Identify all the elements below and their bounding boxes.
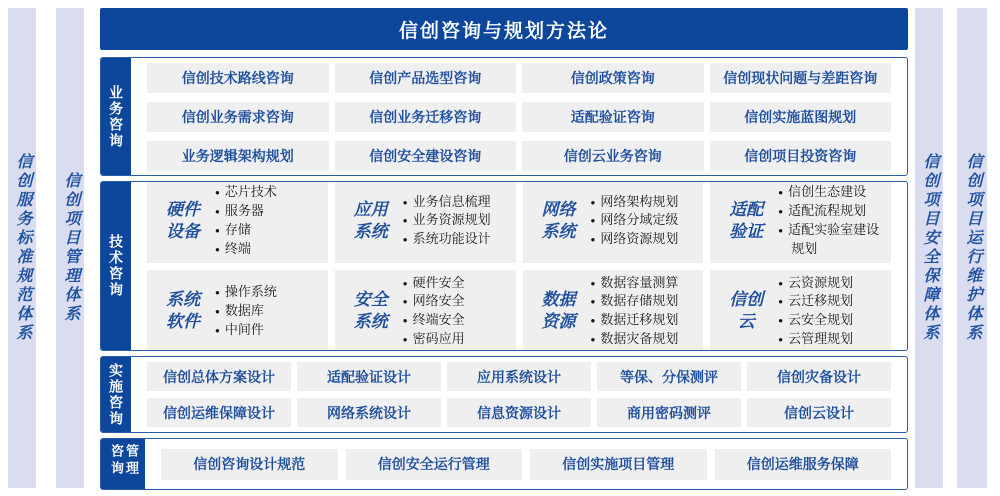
consulting-item: 信创云设计 (747, 398, 891, 427)
consulting-item: 应用系统设计 (447, 362, 591, 391)
consulting-item: 信创现状问题与差距咨询 (710, 63, 892, 93)
bullet-item: ● 数据容量测算 (591, 274, 679, 293)
technical-block (335, 270, 516, 352)
technical-block (710, 181, 891, 263)
bullet-item: ● 终端安全 (403, 311, 465, 330)
consulting-item: 适配验证设计 (297, 362, 441, 391)
consulting-item: 业务逻辑架构规划 (147, 141, 329, 171)
left-bar-service-standards-label: 信创服务标准规范体系 (14, 153, 31, 343)
bullet-item: ● 信创生态建设 (778, 183, 885, 202)
bullet-item: ● 云迁移规划 (778, 292, 853, 311)
section-business-label: 业务咨询 (108, 84, 125, 149)
bullet-item: ● 网络安全 (403, 292, 465, 311)
section-consulting-management (100, 438, 908, 490)
bullet-item: ● 适配流程规划 (778, 202, 885, 221)
bullet-item: ● 网络资源规划 (591, 230, 679, 249)
consulting-item: 信创实施蓝图规划 (710, 102, 892, 132)
technical-block-title: 信创云 (729, 290, 764, 332)
consulting-item: 信创产品选型咨询 (335, 63, 517, 93)
consulting-item: 适配验证咨询 (522, 102, 704, 132)
block-bullet-list (403, 193, 491, 250)
consulting-item: 信创业务需求咨询 (147, 102, 329, 132)
consulting-item: 信创技术路线咨询 (147, 63, 329, 93)
bullet-item: ● 业务资源规划 (403, 211, 491, 230)
block-bullet-list (778, 274, 853, 349)
bullet-item: ● 网络分域定级 (591, 211, 679, 230)
bullet-item: ● 芯片技术 (215, 183, 277, 202)
bullet-item: ● 系统功能设计 (403, 230, 491, 249)
block-bullet-list (778, 183, 885, 258)
consulting-item: 商用密码测评 (597, 398, 741, 427)
bullet-item: ● 操作系统 (215, 283, 277, 302)
consulting-item: 网络系统设计 (297, 398, 441, 427)
consulting-item: 信创项目投资咨询 (710, 141, 892, 171)
bullet-item: ● 云资源规划 (778, 274, 853, 293)
technical-block (523, 181, 704, 263)
consulting-item: 信创咨询设计规范 (161, 449, 338, 480)
consulting-item: 信创云业务咨询 (522, 141, 704, 171)
block-bullet-list (591, 274, 679, 349)
section-implementation-label: 实施咨询 (108, 362, 125, 427)
technical-blocks-grid (131, 182, 907, 350)
section-business-consulting (100, 57, 908, 176)
section-management-label: 咨询管理 (109, 444, 139, 478)
consulting-item: 信创安全建设咨询 (335, 141, 517, 171)
bullet-item: ● 终端 (215, 240, 277, 259)
technical-block-title: 硬件设备 (166, 199, 200, 241)
consulting-item: 信创业务迁移咨询 (335, 102, 517, 132)
right-bar-operation-maintenance-label: 信创项目运行维护体系 (964, 153, 981, 343)
bullet-item: ● 网络架构规划 (591, 193, 679, 212)
consulting-item: 信创运维保障设计 (147, 398, 291, 427)
bullet-item: ● 服务器 (215, 202, 277, 221)
left-bar-project-management-label: 信创项目管理体系 (62, 172, 79, 324)
section-management-label-bar (101, 439, 145, 489)
block-bullet-list (591, 193, 679, 250)
implementation-items-grid (131, 357, 907, 432)
bullet-item: ● 硬件安全 (403, 274, 465, 293)
right-bar-security-assurance-label: 信创项目安全保障体系 (921, 153, 938, 343)
main-panel (100, 8, 908, 495)
section-implementation-consulting (100, 356, 908, 433)
technical-block-title: 应用系统 (353, 199, 388, 241)
consulting-item: 信息资源设计 (447, 398, 591, 427)
technical-block (523, 270, 704, 352)
right-bar-operation-maintenance (957, 8, 987, 488)
block-bullet-list (215, 183, 277, 258)
bullet-item: ● 适配实验室建设规划 (778, 221, 885, 259)
bullet-item: ● 数据存储规划 (591, 292, 679, 311)
bullet-item: ● 存储 (215, 221, 277, 240)
management-items-grid (145, 439, 907, 489)
bullet-item: ● 数据迁移规划 (591, 311, 679, 330)
bullet-item: ● 中间件 (215, 321, 277, 340)
technical-block-title: 网络系统 (541, 199, 576, 241)
consulting-item: 信创总体方案设计 (147, 362, 291, 391)
consulting-item: 信创实施项目管理 (530, 449, 707, 480)
technical-block (335, 181, 516, 263)
section-business-label-bar (101, 58, 131, 175)
technical-block-title: 数据资源 (541, 290, 576, 332)
left-bar-service-standards (8, 8, 36, 488)
bullet-item: ● 云管理规划 (778, 330, 853, 349)
consulting-item: 信创政策咨询 (522, 63, 704, 93)
consulting-item: 等保、分保测评 (597, 362, 741, 391)
bullet-item: ● 数据灾备规划 (591, 330, 679, 349)
section-technical-label: 技术咨询 (108, 234, 125, 298)
technical-block-title: 安全系统 (353, 290, 388, 332)
technical-block (710, 270, 891, 352)
technical-block-title: 系统软件 (166, 290, 200, 332)
technical-block-title: 适配验证 (729, 199, 764, 241)
technical-block (147, 270, 328, 352)
block-bullet-list (403, 274, 465, 349)
diagram-title-text: 信创咨询与规划方法论 (398, 20, 609, 42)
technical-block (147, 181, 328, 263)
consulting-item: 信创安全运行管理 (346, 449, 523, 480)
block-bullet-list (215, 283, 277, 340)
bullet-item: ● 业务信息梳理 (403, 193, 491, 212)
bullet-item: ● 云安全规划 (778, 311, 853, 330)
section-implementation-label-bar (101, 357, 131, 432)
bullet-item: ● 数据库 (215, 302, 277, 321)
diagram-title (100, 8, 908, 50)
right-bar-security-assurance (915, 8, 943, 488)
section-technical-consulting (100, 181, 908, 351)
bullet-item: ● 密码应用 (403, 330, 465, 349)
business-items-grid (131, 58, 907, 175)
consulting-item: 信创运维服务保障 (715, 449, 892, 480)
consulting-item: 信创灾备设计 (747, 362, 891, 391)
section-technical-label-bar (101, 182, 131, 350)
left-bar-project-management (56, 8, 84, 488)
